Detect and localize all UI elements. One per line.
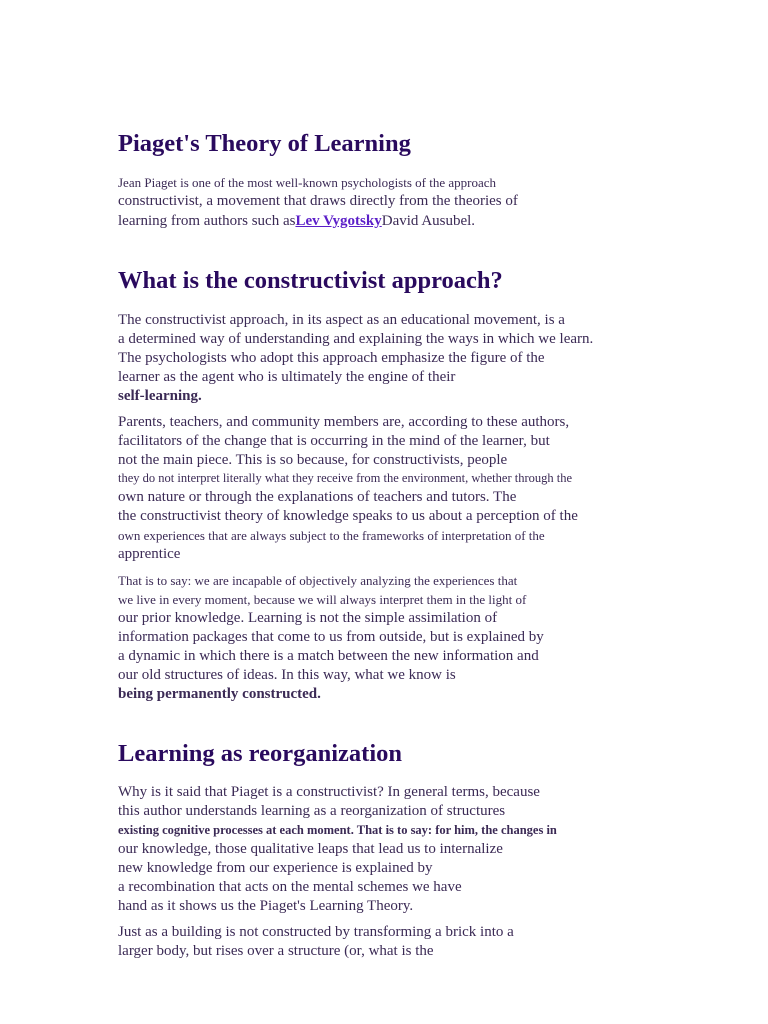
text-line: apprentice — [118, 546, 181, 562]
page-title: Piaget's Theory of Learning — [118, 130, 411, 157]
text-line: The psychologists who adopt this approach emphasize the figure of the — [118, 350, 545, 366]
text-line: learner as the agent who is ultimately the engine of their — [118, 369, 456, 385]
text-line: the constructivist theory of knowledge speaks to us about a perception of the — [118, 508, 578, 524]
text-line-bold: self-learning. — [118, 388, 202, 404]
text-line-bold: being permanently constructed. — [118, 686, 321, 702]
text-line: hand as it shows us the Piaget's Learning Theory. — [118, 898, 414, 914]
text-line: Just as a building is not constructed by transforming a brick into a — [118, 924, 514, 940]
text-line: we live in every moment, because we will always interpret them in the light of — [118, 592, 527, 607]
text-line: own experiences that are always subject to the frameworks of interpretation of the — [118, 528, 545, 543]
text-line: a dynamic in which there is a match between the new information and — [118, 648, 539, 664]
text-fragment: David Ausubel. — [381, 213, 476, 229]
text-line: a recombination that acts on the mental schemes we have — [118, 879, 462, 895]
lev-vygotsky-link[interactable]: Lev Vygotsky — [295, 213, 382, 229]
text-line: this author understands learning as a reorganization of structures — [118, 803, 506, 819]
text-line: Why is it said that Piaget is a constructivist? In general terms, because — [118, 784, 540, 800]
text-fragment: learning from authors such as — [118, 213, 296, 229]
text-line: own nature or through the explanations of teachers and tutors. The — [118, 489, 517, 505]
text-line: The constructivist approach, in its aspect as an educational movement, is a — [118, 312, 565, 328]
text-line: new knowledge from our experience is explained by — [118, 860, 433, 876]
text-line — [118, 212, 475, 231]
text-line: Parents, teachers, and community members are, according to these authors, — [118, 414, 570, 430]
text-line: our old structures of ideas. In this way, what we know is — [118, 667, 456, 683]
text-line: they do not interpret literally what they receive from the environment, whether through the — [118, 471, 573, 485]
text-line: That is to say: we are incapable of objectively analyzing the experiences that — [118, 573, 518, 588]
text-line: facilitators of the change that is occurring in the mind of the learner, but — [118, 433, 550, 449]
text-line: our knowledge, those qualitative leaps that lead us to internalize — [118, 841, 503, 857]
text-line: information packages that come to us from outside, but is explained by — [118, 629, 544, 645]
section-heading-constructivist: What is the constructivist approach? — [118, 267, 503, 294]
section-heading-reorganization: Learning as reorganization — [118, 740, 403, 767]
text-line: Jean Piaget is one of the most well-known psychologists of the approach — [118, 175, 497, 190]
text-line: constructivist, a movement that draws directly from the theories of — [118, 193, 518, 209]
text-line: our prior knowledge. Learning is not the simple assimilation of — [118, 610, 498, 626]
text-line: not the main piece. This is so because, for constructivists, people — [118, 452, 508, 468]
text-line: larger body, but rises over a structure (or, what is the — [118, 943, 434, 959]
text-line: a determined way of understanding and explaining the ways in which we learn. — [118, 331, 594, 347]
text-line-bold: existing cognitive processes at each moment. That is to say: for him, the changes in — [118, 823, 557, 837]
